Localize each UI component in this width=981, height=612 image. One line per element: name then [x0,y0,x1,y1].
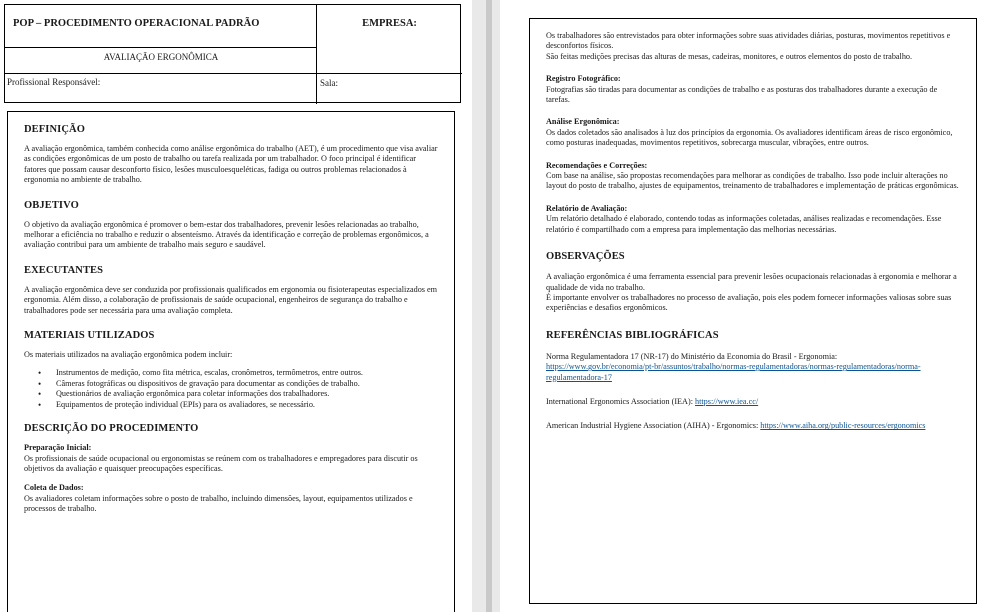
section-title-referencias: REFERÊNCIAS BIBLIOGRÁFICAS [546,329,719,341]
analise-text: Os dados coletados são analisados à luz dos princípios da ergonomia. Os avaliadores identificam áreas de risco ergonômico, como posturas inadequadas, movimentos repetitivos, sobrecarga muscular, vibrações, entre outros. [546,127,953,148]
list-item: • Câmeras fotográficas ou dispositivos de gravação para documentar as condições de trabalho. [38,379,438,389]
document-subtitle: AVALIAÇÃO ERGONÔMICA [5,47,317,73]
analise-title: Análise Ergonômica: [546,117,620,127]
section-title-observacoes: OBSERVAÇÕES [546,251,625,263]
preparacao-text: Os profissionais de saúde ocupacional ou ergonomistas se reúnem com os trabalhadores e empregadores para discutir os objetivos da avaliação e quaisquer preocupações específicas. [24,453,418,473]
recomendacoes-text: Com base na análise, são propostas recomendações para melhorar as condições de trabalho. Isso pode incluir alterações no layout do posto de trabalho, ajustes de equipamentos, treinamento de trabalhadores e implementação de práticas ergonômicas. [546,171,959,191]
profissional-field: Profissional Responsável: [5,74,317,104]
header-row-2 [5,73,462,103]
reference-3 [546,421,962,431]
empresa-label: EMPRESA: [362,18,417,29]
reference-1-link[interactable]: https://www.gov.br/economia/pt-br/assuntos/trabalho/normas-regulamentadoras/normas-regulamentadoras/norma-regulamentadora-17 [546,362,921,382]
definicao-text: A avaliação ergonômica, também conhecida como análise ergonômica do trabalho (AET), é um procedimento que visa avaliar as condições ergonômicas de um posto de trabalho ou tarefa realizada por um trabalhador. O foco principal é identificar fatores que possam causar desconforto físico, lesões musculoesqueléticas, fadiga ou outros problemas relacionados à ergonomia no ambiente de trabalho. [24,144,438,185]
left-content-box [7,111,455,612]
registro-text: Fotografias são tiradas para documentar as condições de trabalho e as posturas dos trabalhadores durante a execução de tarefas. [546,84,938,105]
section-title-descricao: DESCRIÇÃO DO PROCEDIMENTO [24,423,199,435]
coleta-continued-text: Os trabalhadores são entrevistados para obter informações sobre suas atividades diárias, posturas, movimentos repetitivos e desconfortos físicos. [546,31,951,51]
coleta-text: Os avaliadores coletam informações sobre o posto de trabalho, incluindo dimensões, layout, equipamentos utilizados e processos de trabalho. [24,493,413,514]
list-item: • Equipamentos de proteção individual (EPIs) para os avaliadores, se necessário. [38,400,438,410]
coleta-title: Coleta de Dados: [24,483,84,493]
reference-3-link[interactable]: https://www.aiha.org/public-resources/ergonomics [760,421,926,431]
section-title-executantes: EXECUTANTES [24,264,104,276]
reference-1-text: Norma Regulamentadora 17 (NR-17) do Ministério da Economia do Brasil - Ergonomia: [546,351,838,361]
relatorio-title: Relatório de Avaliação: [546,203,628,213]
executantes-text: A avaliação ergonômica deve ser conduzida por profissionais qualificados em ergonomia ou fisioterapeutas especializados em ergonomia. Além disso, a colaboração de profissionais de saúde ocupacional, engenheiros de segurança do trabalho e trabalhadores pode ser necessária para uma avaliação completa. [24,284,438,315]
observacoes-text-1: A avaliação ergonômica é uma ferramenta essencial para prevenir lesões ocupacionais relacionadas à ergonomia e melhorar a qualidade de vida no trabalho. [546,272,957,292]
objetivo-text: O objetivo da avaliação ergonômica é promover o bem-estar dos trabalhadores, prevenir lesões relacionadas ao trabalho, melhorar a eficiência no trabalho e reduzir o absenteísmo. Através da identificação e correção de problemas ergonômicos, a avaliação contribui para um ambiente de trabalho mais seguro e saudável. [24,219,429,250]
materiais-intro: Os materiais utilizados na avaliação ergonômica podem incluir: [24,350,233,360]
header-table [4,4,461,103]
list-item: • Instrumentos de medição, como fita métrica, escalas, cronômetros, termômetros, entre outros. [38,368,438,378]
list-item: • Questionários de avaliação ergonômica para coletar informações dos trabalhadores. [38,389,438,399]
reference-2-text: International Ergonomics Association (IEA): [546,396,693,406]
reference-1 [546,352,962,383]
observacoes-text-2: É importante envolver os trabalhadores no processo de avaliação, pois eles podem fornecer informações valiosas sobre suas experiências e desafios ergonômicos. [546,292,952,313]
sala-field: Sala: [320,78,338,88]
reference-3-text: American Industrial Hygiene Association (AIHA) - Ergonomics: [546,421,759,431]
section-title-objetivo: OBJETIVO [24,199,79,211]
recomendacoes-title: Recomendações e Correções: [546,160,648,170]
reference-2 [546,397,962,407]
medicoes-text: São feitas medições precisas das alturas de mesas, cadeiras, monitores, e outros elementos do posto de trabalho. [546,51,913,61]
relatorio-text: Um relatório detalhado é elaborado, contendo todas as informações coletadas, análises realizadas e recomendações. Esse relatório é compartilhado com a empresa para implementação das melhorias necessárias. [546,214,942,234]
right-content-box [529,18,977,604]
materiais-list [38,368,438,410]
registro-title: Registro Fotográfico: [546,74,621,84]
section-title-materiais: MATERIAIS UTILIZADOS [24,330,155,342]
document-title: POP – PROCEDIMENTO OPERACIONAL PADRÃO [13,18,260,29]
scrollbar[interactable] [486,0,492,612]
header-title-cell [5,5,317,73]
reference-2-link[interactable]: https://www.iea.cc/ [695,396,759,406]
preparacao-title: Preparação Inicial: [24,443,92,453]
section-title-definicao: DEFINIÇÃO [24,124,85,135]
